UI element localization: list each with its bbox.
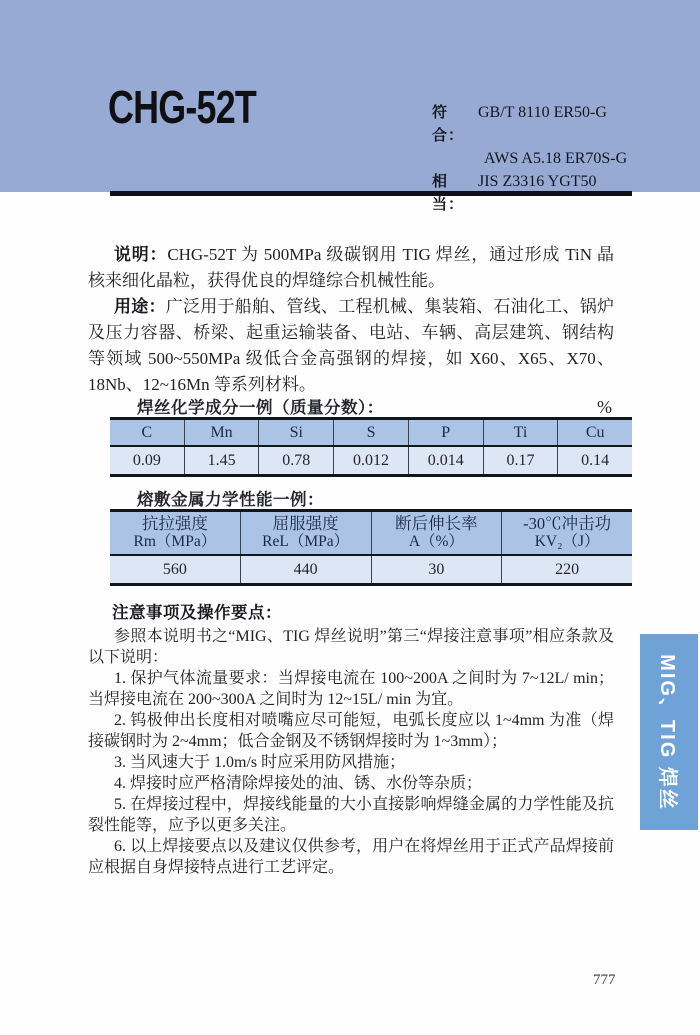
notes-heading: 注意事项及操作要点： (112, 604, 282, 622)
spec-row-conform-2 (432, 147, 627, 170)
conform-value-2: AWS A5.18 ER70S-G (484, 150, 628, 167)
column-header-s: S (333, 420, 408, 445)
note-item-1: 1. 保护气体流量要求：当焊接电流在 100~200A 之间时为 7~12L/ min；当焊接电流在 200~300A 之间时为 12~15L/ min 为宜。 (88, 670, 614, 708)
page-number: 777 (593, 972, 616, 988)
equivalent-label: 相当： (432, 173, 465, 213)
impact-symbol: KV₂（J） (534, 533, 600, 550)
description-paragraph (88, 242, 614, 294)
header-band (0, 0, 700, 213)
chemical-table-value-row (110, 447, 632, 474)
column-header-cu: Cu (557, 420, 632, 445)
value-yield: 440 (240, 556, 371, 583)
value-c: 0.09 (132, 452, 161, 469)
description-text: CHG-52T 为 500MPa 级碳钢用 TIG 焊丝，通过形成 TiN 晶核来细化晶粒，获得优良的焊缝综合机械性能。 (88, 245, 615, 290)
column-header-elongation (371, 512, 502, 554)
notes-section (88, 602, 614, 878)
usage-text: 广泛用于船舶、管线、工程机械、集装箱、石油化工、锅炉及压力容器、桥梁、起重运输装备、电站、车辆、高层建筑、钢结构等领域 500~550MPa 级低合金高强钢的焊接，如 X60、X65、X70、18Nb、12~16Mn 等系列材料。 (88, 297, 614, 394)
chemical-caption-row (110, 394, 632, 418)
conform-value-1: GB/T 8110 ER50-G (478, 104, 607, 121)
conform-label: 符合： (432, 104, 465, 144)
value-p: 0.014 (408, 447, 483, 474)
column-header-ti: Ti (483, 420, 558, 445)
spec-block (432, 101, 627, 216)
column-header-c: C (141, 424, 153, 441)
column-header-mn: Mn (184, 420, 259, 445)
sidebar-tab (640, 634, 698, 830)
value-mn: 1.45 (184, 447, 259, 474)
column-header-si: Si (258, 420, 333, 445)
column-header-impact (501, 512, 632, 554)
mechanical-caption: 熔敷金属力学性能一例： (137, 491, 324, 509)
column-header-tensile (110, 512, 240, 554)
note-item-4: 4. 焊接时应严格清除焊接处的油、锈、水份等杂质； (114, 775, 483, 792)
sidebar-tab-label: MIG、TIG 焊丝 (655, 653, 678, 811)
value-impact: 220 (501, 556, 632, 583)
value-si: 0.78 (258, 447, 333, 474)
chemical-caption: 焊丝化学成分一例（质量分数）： (137, 399, 384, 417)
mechanical-table-value-row (110, 556, 632, 583)
usage-label: 用途： (114, 297, 166, 316)
value-tensile: 560 (162, 561, 187, 578)
product-title: CHG-52T (108, 81, 257, 133)
value-ti: 0.17 (483, 447, 558, 474)
note-item-2: 2. 钨极伸出长度相对喷嘴应尽可能短，电弧长度应以 1~4mm 为准（焊接碳钢时为 2~4mm；低合金钢及不锈钢焊接时为 1~3mm）； (88, 712, 614, 750)
impact-name: -30℃冲击功 (523, 514, 612, 533)
percent-unit: % (597, 397, 612, 417)
mechanical-caption-row (110, 486, 632, 510)
chemical-table (110, 417, 632, 477)
column-header-yield (240, 512, 371, 554)
mechanical-table-header-row (110, 512, 632, 556)
notes-intro: 参照本说明书之“MIG、TIG 焊丝说明”第三“焊接注意事项”相应条款及以下说明： (88, 628, 614, 666)
spec-row-conform (432, 101, 627, 147)
intro-section (88, 242, 614, 398)
note-item-6: 6. 以上焊接要点以及建议仅供参考，用户在将焊丝用于正式产品焊接前应根据自身焊接特点进行工艺评定。 (88, 838, 614, 876)
note-item-5: 5. 在焊接过程中，焊接线能量的大小直接影响焊缝金属的力学性能及抗裂性能等，应予以更多关注。 (88, 796, 614, 834)
header-rule (110, 191, 632, 196)
value-cu: 0.14 (557, 447, 632, 474)
equivalent-value: JIS Z3316 YGT50 (478, 173, 597, 190)
note-item-3: 3. 当风速大于 1.0m/s 时应采用防风措施； (114, 754, 406, 771)
tensile-name: 抗拉强度 (141, 514, 208, 533)
elongation-name: 断后伸长率 (395, 514, 478, 533)
value-elongation: 30 (371, 556, 502, 583)
yield-name: 屈服强度 (272, 514, 339, 533)
mechanical-table (110, 509, 632, 586)
usage-paragraph (88, 294, 614, 398)
tensile-symbol: Rm（MPa） (133, 533, 217, 550)
yield-symbol: ReL（MPa） (262, 533, 350, 550)
elongation-symbol: A（%） (408, 533, 464, 550)
column-header-p: P (408, 420, 483, 445)
chemical-table-header-row (110, 420, 632, 447)
value-s: 0.012 (333, 447, 408, 474)
description-label: 说明： (114, 245, 168, 264)
